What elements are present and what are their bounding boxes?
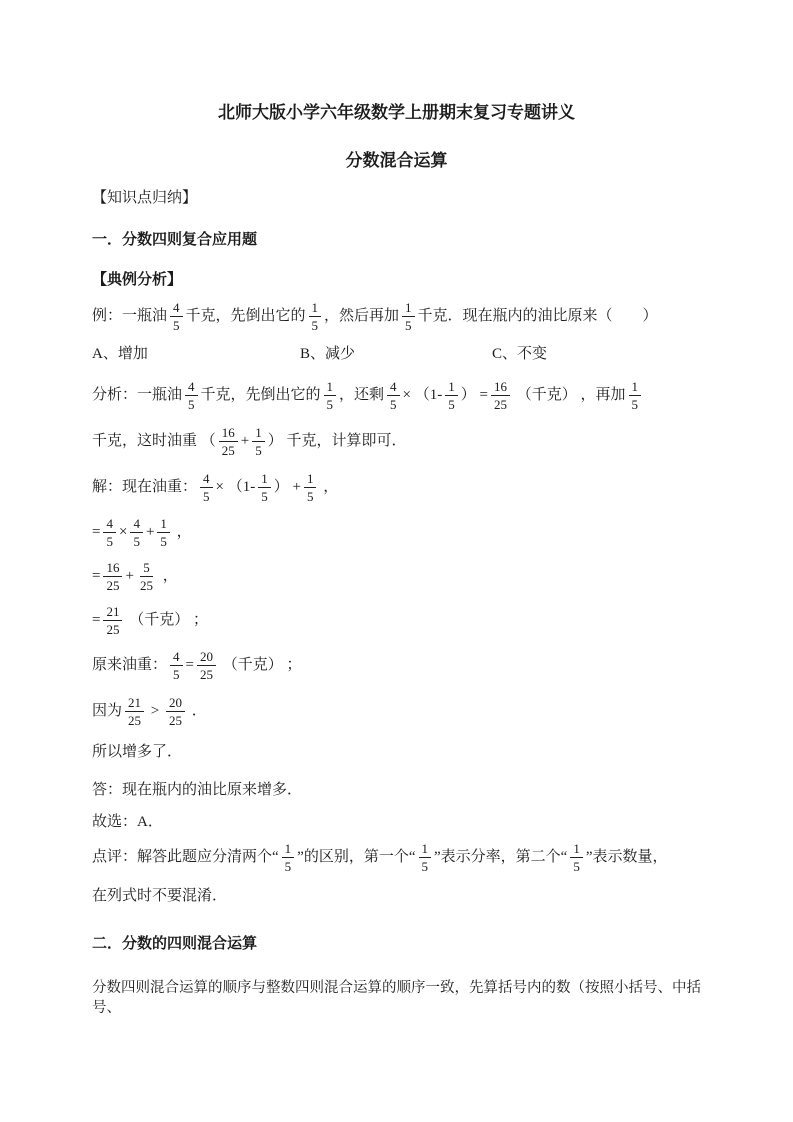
choice-line: 故选：A．: [92, 814, 163, 830]
example-question: [92, 292, 701, 340]
text-segment: （千克） ；: [125, 612, 208, 628]
text-segment: ，还剩: [339, 387, 385, 403]
text-segment: 点评：解答此题应分清两个“: [92, 849, 279, 865]
option-b: B、减少: [300, 346, 356, 362]
answer-line: 答：现在瓶内的油比原来增多．: [92, 782, 303, 798]
text-segment: ”表示分率，第二个“: [434, 849, 568, 865]
fraction: $\frac{4}{5}$: [200, 471, 213, 504]
fraction: $\frac{1}{5}$: [402, 300, 415, 333]
text-segment: 原来油重：: [92, 657, 168, 673]
text-segment: × （1-: [215, 479, 256, 495]
comparison-line: [92, 688, 701, 734]
example-analysis-header: 【典例分析】: [92, 271, 183, 288]
document-title: 北师大版小学六年级数学上册期末复习专题讲义: [218, 103, 575, 122]
text-segment: ”的区别，第一个“: [297, 849, 416, 865]
fraction: $\frac{20}{25}$: [197, 649, 216, 682]
fraction: $\frac{1}{5}$: [258, 471, 271, 504]
text-segment: =: [92, 568, 101, 584]
fraction: $\frac{4}{5}$: [130, 516, 143, 549]
fraction: $\frac{1}{5}$: [570, 841, 583, 874]
fraction: $\frac{1}{5}$: [419, 841, 432, 874]
equation-step-1: [92, 510, 701, 554]
document-subtitle: 分数混合运算: [345, 151, 448, 170]
fraction: $\frac{1}{5}$: [445, 379, 458, 412]
original-weight-line: [92, 642, 701, 688]
text-segment: =: [185, 657, 194, 673]
fraction: $\frac{1}{5}$: [629, 379, 642, 412]
analysis-line-2: [92, 418, 701, 464]
fraction: $\frac{4}{5}$: [103, 516, 116, 549]
text-segment: 因为: [92, 703, 123, 719]
fraction: $\frac{1}{5}$: [252, 425, 265, 458]
option-c: C、不变: [492, 346, 548, 362]
text-segment: 解：现在油重：: [92, 479, 198, 495]
text-segment: 千克，先倒出它的: [200, 387, 321, 403]
text-segment: （千克） ；: [218, 657, 302, 673]
text-segment: 千克，先倒出它的: [185, 308, 306, 324]
text-segment: × （1-: [402, 387, 443, 403]
text-segment: ） =: [460, 387, 488, 403]
text-segment: +: [145, 524, 155, 540]
equation-step-2: [92, 554, 701, 598]
fraction: $\frac{1}{5}$: [304, 471, 317, 504]
text-segment: ） +: [273, 479, 301, 495]
fraction: $\frac{5}{25}$: [139, 559, 153, 593]
text-segment: ，: [172, 524, 192, 540]
text-segment: ×: [118, 524, 128, 540]
text-segment: ．: [187, 703, 207, 719]
fraction: $\frac{1}{5}$: [324, 379, 337, 412]
fraction: $\frac{21}{25}$: [125, 695, 144, 728]
fraction: $\frac{16}{25}$: [103, 560, 122, 593]
fraction: $\frac{1}{5}$: [157, 516, 170, 549]
text-segment: 千克．现在瓶内的油比原来（ ）: [417, 308, 658, 324]
text-segment: ，然后再加: [324, 308, 400, 324]
text-segment: 例：一瓶油: [92, 308, 168, 324]
text-segment: ，: [319, 479, 339, 495]
fraction: $\frac{16}{25}$: [219, 425, 238, 458]
section-2-heading: 二．分数的四则混合运算: [92, 935, 258, 952]
equation-step-3: [92, 598, 701, 642]
text-segment: ”表示数量，: [585, 849, 668, 865]
comment-line-2: 在列式时不要混淆．: [92, 888, 228, 904]
fraction: $\frac{4}{5}$: [170, 300, 183, 333]
text-segment: =: [92, 612, 101, 628]
analysis-line-1: [92, 372, 701, 418]
fraction: $\frac{4}{5}$: [185, 379, 198, 412]
fraction: $\frac{1}{5}$: [309, 300, 322, 333]
fraction: $\frac{4}{5}$: [170, 649, 183, 682]
text-segment: >: [147, 703, 163, 719]
section-2-paragraph: 分数四则混合运算的顺序与整数四则混合运算的顺序一致，先算括号内的数（按照小括号、中括号、: [92, 980, 701, 1016]
fraction: $\frac{4}{5}$: [387, 379, 400, 412]
text-segment: ，: [158, 568, 178, 584]
option-a: A、增加: [92, 346, 148, 362]
fraction: $\frac{16}{25}$: [491, 379, 510, 412]
fraction: $\frac{21}{25}$: [103, 604, 122, 637]
text-segment: 千克，这时油重 （: [92, 433, 216, 449]
text-segment: =: [92, 524, 101, 540]
solution-line: [92, 464, 701, 510]
text-segment: +: [240, 433, 250, 449]
knowledge-points-header: 【知识点归纳】: [92, 189, 198, 206]
text-segment: +: [125, 568, 134, 584]
text-segment: （千克） ，再加: [512, 387, 626, 403]
text-segment: 分析：一瓶油: [92, 387, 183, 403]
fraction: $\frac{1}{5}$: [282, 841, 295, 874]
fraction: $\frac{20}{25}$: [166, 695, 185, 728]
section-1-heading: 一．分数四则复合应用题: [92, 231, 258, 248]
answer-options-row: [92, 344, 701, 364]
comment-line-1: [92, 834, 701, 880]
conclusion-line: 所以增多了．: [92, 744, 183, 760]
text-segment: ） 千克，计算即可．: [267, 433, 407, 449]
